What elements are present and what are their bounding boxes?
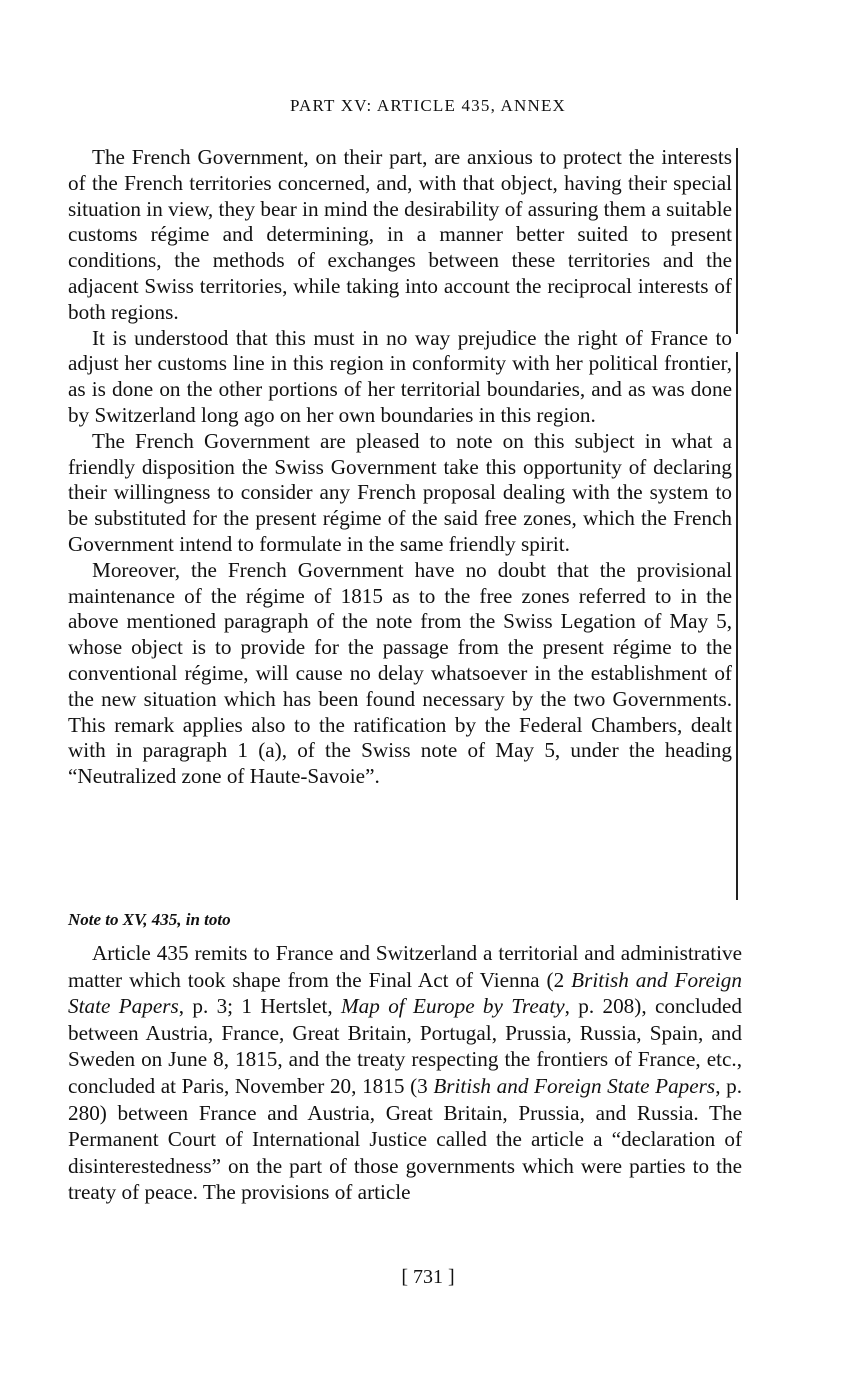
note-text-block: [68, 940, 742, 1206]
annex-paragraph: The French Government are pleased to note on this subject in what a friendly disposition the Swiss Government take this opportunity of declaring their willingness to consider any French proposal dealing with the system to be substituted for the present régime of the said free zones, which the French Government intend to formulate in the same friendly spirit.: [68, 428, 732, 556]
annex-paragraph: Moreover, the French Government have no doubt that the provisional maintenance of the régime of 1815 as to the free zones referred to in the above mentioned paragraph of the note from the Swiss Legation of May 5, whose object is to provide for the passage from the present régime to the conventional régime, will cause no delay whatsoever in the establishment of the new situation which has been found necessary by the two Governments. This remark applies also to the ratification by the Federal Chambers, dealt with in paragraph 1 (a), of the Swiss note of May 5, under the heading “Neutralized zone of Haute-Savoie”.: [68, 557, 732, 789]
note-text: , p. 208), concluded between Austria, France, Great Britain, Portugal, Prussia, Russia, Spain, and Sweden on June 8, 1815, and the treaty respecting the frontiers of France, etc., concluded at Paris, November 20, 1815 (3: [68, 994, 743, 1098]
margin-rule: [736, 148, 738, 334]
note-heading: Note to XV, 435, in toto: [68, 910, 231, 929]
page-number: [ 731 ]: [401, 1266, 455, 1288]
citation-title: British and Foreign State Papers: [68, 967, 742, 1019]
running-head: PART XV: ARTICLE 435, ANNEX: [289, 96, 567, 115]
citation-title: British and Foreign State Papers: [433, 1073, 716, 1098]
note-text: Article 435 remits to France and Switzerland a territorial and administrative matter which took shape from the Final Act of Vienna (2: [68, 941, 742, 992]
annex-text-block: [68, 145, 732, 790]
citation-title: Map of Europe by Treaty: [341, 994, 565, 1019]
annex-paragraph: It is understood that this must in no way prejudice the right of France to adjust her customs line in this region in conformity with her political frontier, as is done on the other portions of her territorial boundaries, and as was done by Switzerland long ago on her own boundaries in this region.: [68, 325, 732, 427]
note-paragraph: [68, 940, 742, 1206]
note-text: , p. 280) between France and Austria, Great Britain, Prussia, and Russia. The Permanent Court of International Justice called the article a “declaration of disinterestedness” on the part of those governments which were parties to the treaty of peace. The provisions of article: [68, 1073, 742, 1205]
annex-paragraph: The French Government, on their part, are anxious to protect the interests of the French territories concerned, and, with that object, having their special situation in view, they bear in mind the desirability of assuring them a suitable customs régime and determining, in a manner better suited to present conditions, the methods of exchanges between these territories and the adjacent Swiss territories, while taking into account the reciprocal interests of both regions.: [68, 145, 732, 324]
note-text: , p. 3; 1 Hertslet,: [178, 994, 342, 1019]
margin-rule: [736, 352, 738, 900]
